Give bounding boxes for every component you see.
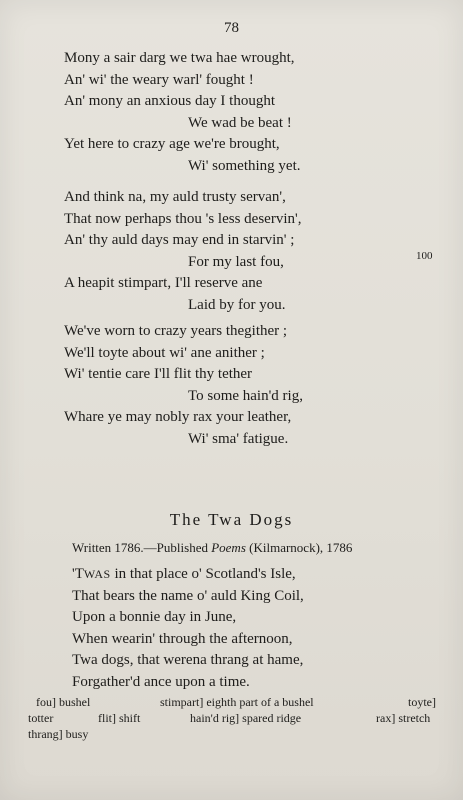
glossary-entry: rax] stretch: [376, 711, 431, 725]
verse-line: We'll toyte about wi' ane anither ;: [64, 344, 265, 361]
glossary-footnotes: [28, 694, 448, 742]
page-number: 78: [224, 20, 239, 36]
glossary-entry: thrang] busy: [28, 727, 89, 741]
glossary-entry: hain'd rig] spared ridge: [190, 711, 302, 725]
poem-subtitle: [72, 540, 452, 556]
verse-line: Forgather'd ance upon a time.: [72, 673, 250, 690]
glossary-entry: totter: [28, 711, 54, 725]
verse-line: Laid by for you.: [188, 296, 286, 313]
verse-line: Whare ye may nobly rax your leather,: [64, 409, 292, 425]
subtitle-text: Written 1786.—Published: [72, 540, 212, 555]
verse-line: An' thy auld days may end in starvin' ;: [64, 232, 295, 248]
new-poem-opening: [72, 564, 442, 693]
subtitle-text: (Kilmarnock), 1786: [245, 540, 353, 555]
glossary-entry: flit] shift: [98, 711, 141, 725]
verse-line: [72, 564, 442, 586]
verse-line: Wi' something yet.: [188, 157, 301, 174]
verse-line: Yet here to crazy age we're brought,: [64, 136, 280, 152]
verse-line: We wad be beat !: [188, 114, 292, 131]
verse-line: For my last fou,: [188, 253, 284, 270]
verse-line: An' wi' the weary warl' fought !: [64, 71, 254, 88]
drop-word-cap: 'T: [72, 566, 84, 582]
verse-line: We've worn to crazy years thegither ;: [64, 323, 288, 339]
verse-line: Wi' sma' fatigue.: [188, 430, 289, 447]
subtitle-italic: Poems: [211, 540, 246, 555]
glossary-entry: toyte]: [408, 695, 436, 709]
verse-line: That now perhaps thou 's less deservin',: [64, 210, 302, 227]
stanza-3: [64, 321, 434, 450]
verse-line-rest: in that place o' Scotland's Isle,: [110, 566, 296, 582]
verse-line: To some hain'd rig,: [188, 387, 303, 404]
verse-line: Upon a bonnie day in June,: [72, 609, 237, 625]
glossary-entry: stimpart] eighth part of a bushel: [160, 695, 314, 709]
glossary-row: [28, 694, 448, 710]
verse-line: Mony a sair darg we twa hae wrought,: [64, 50, 295, 66]
line-number-marker: 100: [416, 250, 433, 262]
verse-line: And think na, my auld trusty servan',: [64, 189, 286, 205]
stanza-2: [64, 187, 434, 316]
stanza-1: [64, 48, 434, 177]
glossary-entry: fou] bushel: [36, 695, 91, 709]
verse-line: An' mony an anxious day I thought: [64, 93, 276, 109]
glossary-row: [28, 726, 448, 742]
drop-word-rest: WAS: [83, 567, 111, 581]
verse-line: That bears the name o' auld King Coil,: [72, 587, 304, 604]
glossary-row: [28, 710, 448, 726]
verse-line: When wearin' through the afternoon,: [72, 630, 293, 647]
verse-line: Twa dogs, that werena thrang at hame,: [72, 652, 304, 668]
verse-line: A heapit stimpart, I'll reserve ane: [64, 275, 263, 291]
poem-title: The Twa Dogs: [169, 510, 294, 529]
verse-line: Wi' tentie care I'll flit thy tether: [64, 366, 253, 382]
